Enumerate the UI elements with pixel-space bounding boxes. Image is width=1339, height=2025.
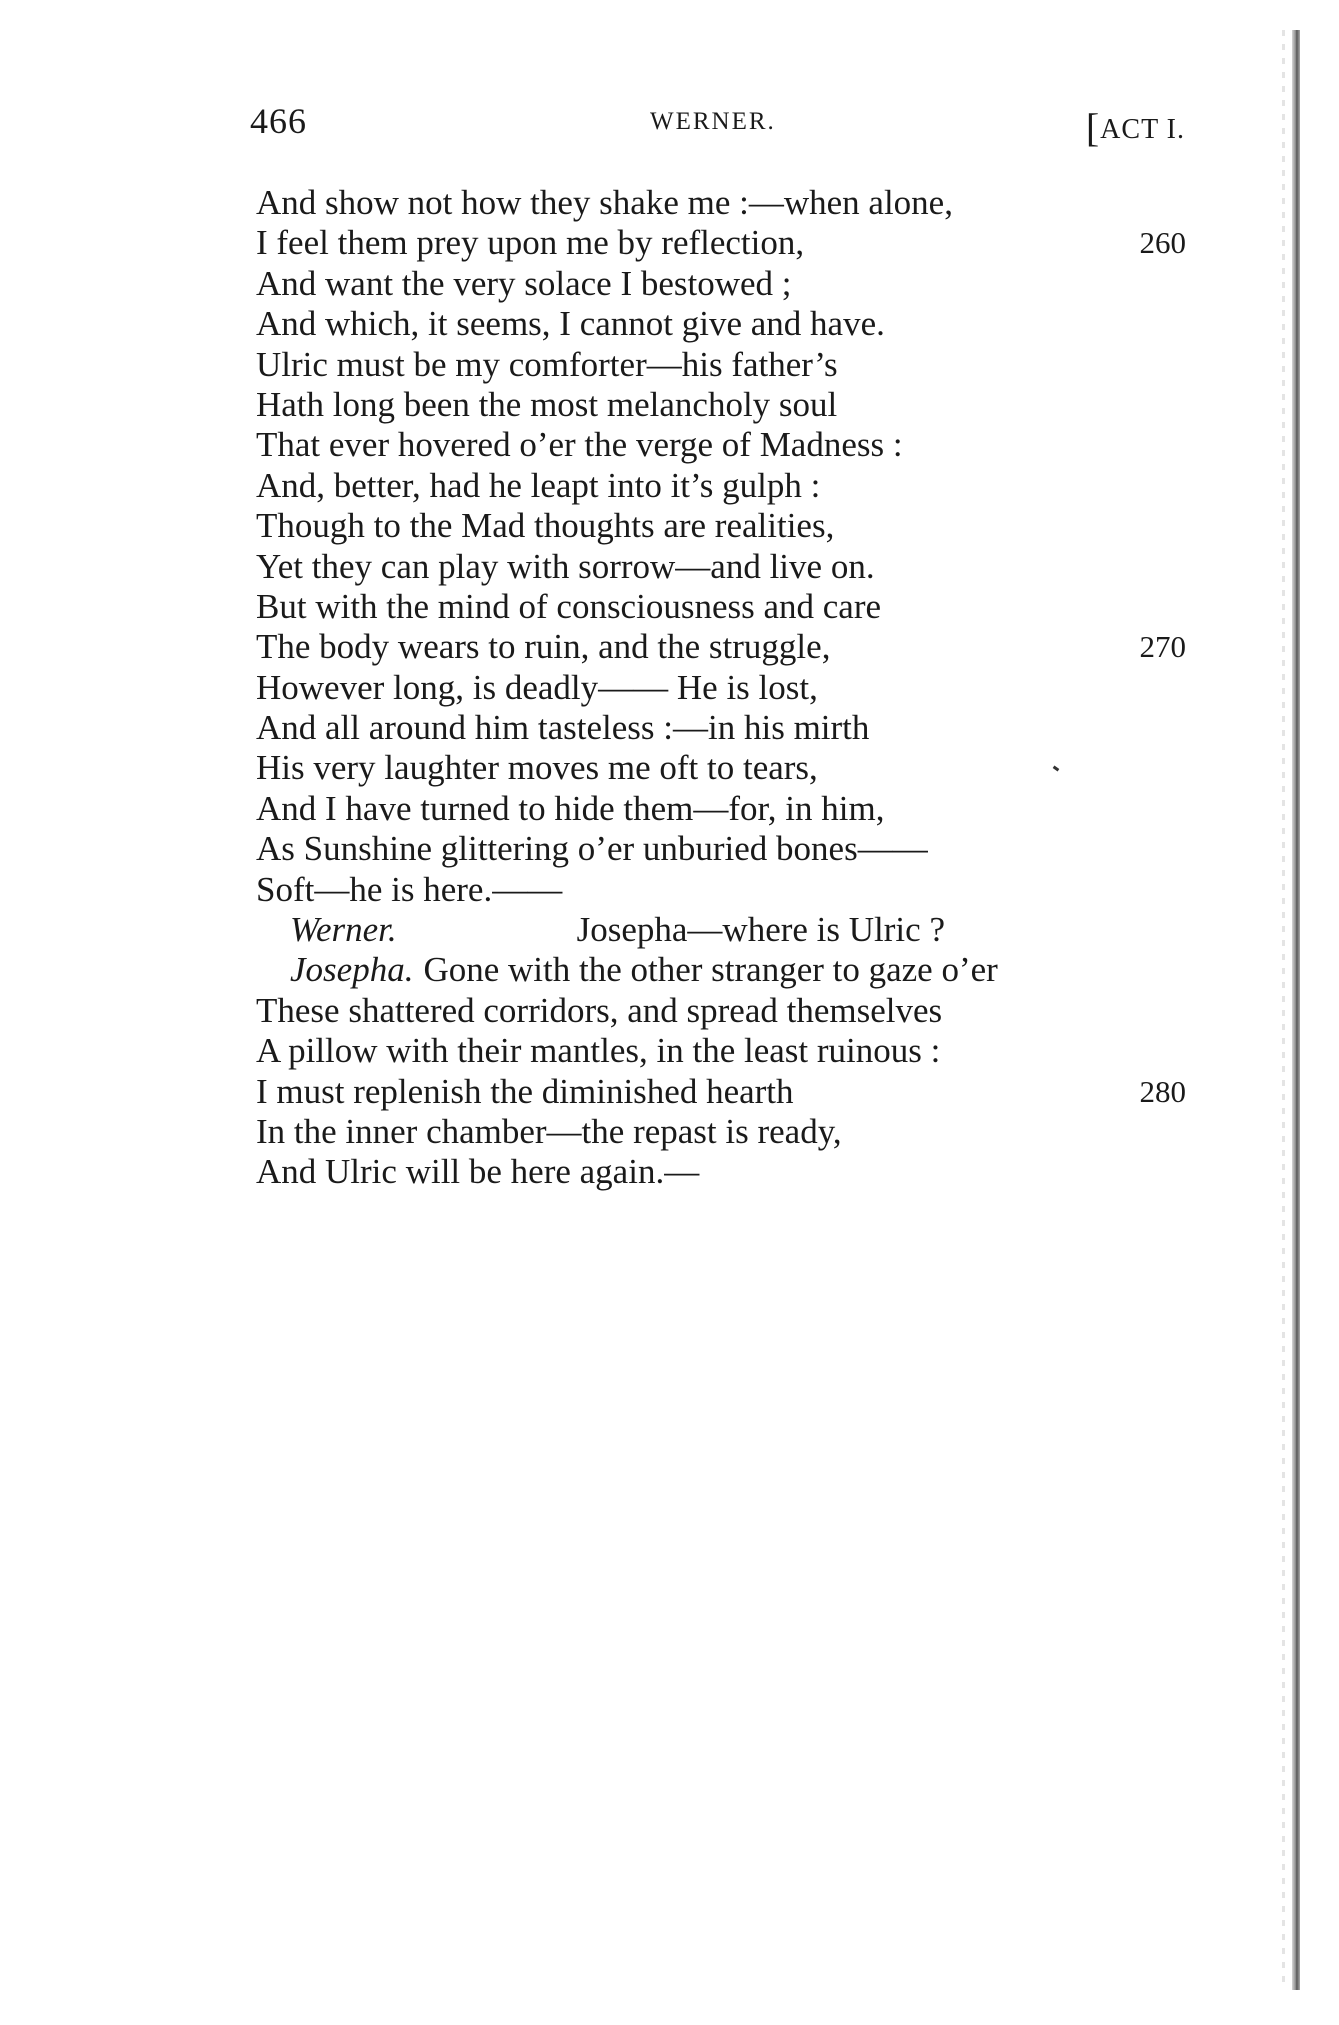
verse-line <box>256 1112 1186 1152</box>
verse-line-text: And I have turned to hide them—for, in him, <box>256 788 885 828</box>
verse-line <box>256 910 1186 950</box>
verse-line <box>256 950 1186 990</box>
verse-line-text: I must replenish the diminished hearth <box>256 1071 794 1111</box>
page-header <box>250 100 1185 150</box>
line-number: 280 <box>1139 1073 1186 1109</box>
verse-line-text: His very laughter moves me oft to tears, <box>256 748 818 788</box>
verse-line <box>256 345 1186 385</box>
verse-line-text: And which, it seems, I cannot give and have. <box>256 304 885 344</box>
act-bracket: [ <box>1085 105 1101 150</box>
verse-line <box>256 385 1186 425</box>
verse-line <box>256 668 1186 708</box>
binding-edge-speckle <box>1282 30 1285 1990</box>
verse-line <box>256 506 1186 546</box>
act-label <box>1086 104 1185 151</box>
verse-line-text: In the inner chamber—the repast is ready, <box>256 1111 842 1151</box>
verse-line-text: Gone with the other stranger to gaze o’er <box>423 950 998 990</box>
line-number: 270 <box>1139 629 1186 665</box>
verse-line <box>256 991 1186 1031</box>
verse-line-text: Soft—he is here.—— <box>256 869 563 909</box>
verse-line <box>256 547 1186 587</box>
act-label-text: ACT I. <box>1100 114 1185 145</box>
verse-line-text: Though to the Mad thoughts are realities, <box>256 506 835 546</box>
verse-line-text: And all around him tasteless :—in his mirth <box>256 708 870 748</box>
verse-line-text: The body wears to ruin, and the struggle, <box>256 627 831 667</box>
verse-line <box>256 223 1186 263</box>
verse-line-text: As Sunshine glittering o’er unburied bones—— <box>256 829 928 869</box>
verse-line <box>256 304 1186 344</box>
verse-line <box>256 748 1186 788</box>
verse-line <box>256 264 1186 304</box>
verse-line-text: Yet they can play with sorrow—and live on. <box>256 546 875 586</box>
verse-line-text: And want the very solace I bestowed ; <box>256 263 792 303</box>
verse-line-text: Hath long been the most melancholy soul <box>256 384 838 424</box>
page-number: 466 <box>250 101 307 141</box>
verse-line <box>256 466 1186 506</box>
verse-line-text: Josepha—where is Ulric ? <box>576 910 945 950</box>
verse-line-text: That ever hovered o’er the verge of Madness : <box>256 425 903 465</box>
verse-line <box>256 627 1186 667</box>
verse-line <box>256 708 1186 748</box>
verse-line-text: These shattered corridors, and spread themselves <box>256 990 943 1030</box>
verse-line-text: And, better, had he leapt into it’s gulph : <box>256 465 821 505</box>
verse-line-text: A pillow with their mantles, in the least ruinous : <box>256 1031 941 1071</box>
running-title: WERNER. <box>650 108 776 135</box>
verse-body <box>256 183 1186 1193</box>
verse-line-text: And Ulric will be here again.— <box>256 1152 700 1192</box>
verse-line-text: However long, is deadly—— He is lost, <box>256 667 818 707</box>
verse-line-text: But with the mind of consciousness and care <box>256 586 882 626</box>
verse-line <box>256 1072 1186 1112</box>
speaker-name: Josepha. <box>290 950 414 990</box>
speaker-name: Werner. <box>290 910 397 950</box>
line-number: 260 <box>1139 225 1186 261</box>
verse-line <box>256 789 1186 829</box>
verse-line <box>256 587 1186 627</box>
verse-line <box>256 425 1186 465</box>
verse-line <box>256 1031 1186 1071</box>
verse-line-text: I feel them prey upon me by reflection, <box>256 223 805 263</box>
verse-line <box>256 829 1186 869</box>
verse-line-text: Ulric must be my comforter—his father’s <box>256 344 838 384</box>
binding-edge <box>1292 30 1300 1990</box>
verse-line <box>256 870 1186 910</box>
verse-line-text: And show not how they shake me :—when alone, <box>256 183 953 222</box>
verse-line <box>256 1152 1186 1192</box>
verse-line <box>256 183 1186 223</box>
